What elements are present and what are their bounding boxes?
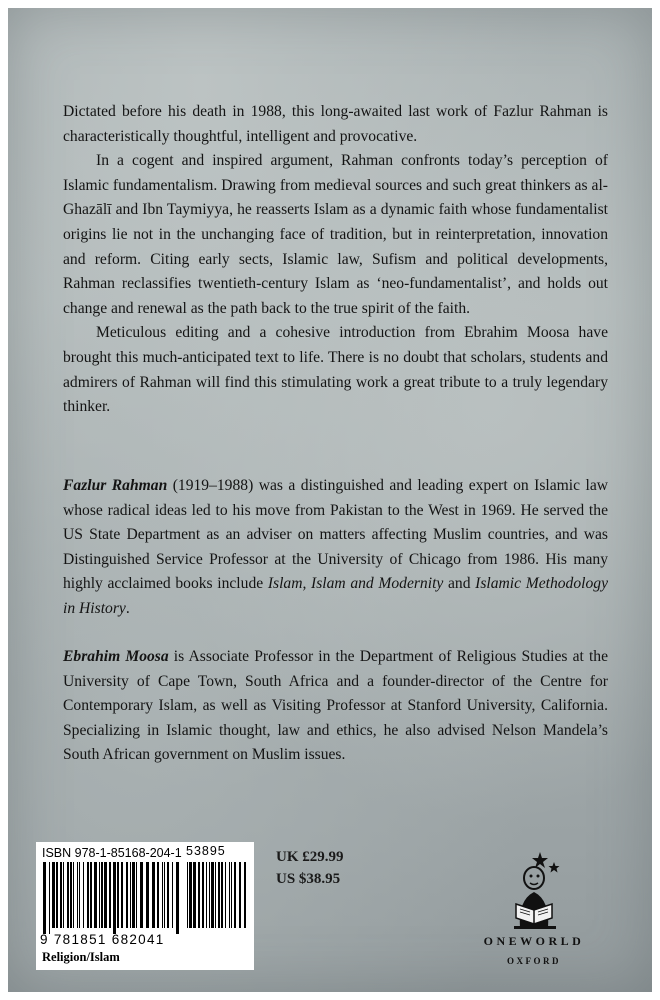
editor-name: Ebrahim Moosa (63, 648, 169, 665)
uk-price: UK £29.99 (276, 849, 344, 865)
barcode-bar (209, 862, 210, 928)
isbn-barcode (36, 842, 254, 970)
barcode-bar (90, 862, 92, 928)
barcode-bar (152, 862, 155, 928)
barcode-bar (189, 862, 192, 928)
barcode-bar (225, 862, 226, 928)
author-bio (63, 474, 608, 622)
barcode-bar (221, 862, 223, 928)
barcode-bar (211, 862, 214, 928)
barcode-bar (172, 862, 173, 928)
barcode-bar (244, 862, 246, 928)
barcode-bar (73, 862, 74, 928)
book-blurb (63, 100, 608, 420)
addon-bars (186, 862, 248, 934)
barcode-bar (109, 862, 111, 928)
reading-figure-icon (496, 848, 576, 930)
barcode-bar (130, 862, 131, 928)
barcode-bar (117, 862, 119, 928)
barcode-bar (43, 862, 46, 934)
barcode-bar (60, 862, 62, 928)
barcode-bar (136, 862, 137, 928)
barcode-bar (157, 862, 159, 928)
barcode-bar (198, 862, 200, 928)
barcode-bar (126, 862, 128, 928)
barcode-bar (104, 862, 107, 928)
barcode-bar (99, 862, 100, 928)
isbn-label: ISBN 978-1-85168-204-1 (42, 846, 182, 860)
author-book-title-last: Islamic Methodology in History (63, 575, 608, 617)
editor-bio (63, 645, 608, 768)
barcode-bar (87, 862, 89, 928)
author-bio-and: and (443, 575, 476, 593)
back-cover (8, 8, 652, 992)
publisher-name: ONEWORLD (483, 934, 585, 948)
editor-bio-text: is Associate Professor in the Department of Religious Studies at the University of Cape Town, South Africa and a founder-director of the Centre for Contemporary Islam, as well as Visiting Professor at Stanford University, California. Specializing in Islamic thought, law and ethics, he also advised Nelson Mandela’s South African government on Muslim issues. (63, 648, 609, 764)
prices (276, 846, 344, 890)
barcode-bar (187, 862, 188, 928)
barcode-bar (234, 862, 236, 928)
barcode-bar (162, 862, 163, 928)
blurb-paragraph-1: Dictated before his death in 1988, this long-awaited last work of Fazlur Rahman is characteristically thoughtful, intelligent and provocative. (63, 103, 608, 145)
barcode-bar (56, 862, 58, 928)
barcode-bar (231, 862, 232, 928)
author-bio-text: (1919–1988) was a distinguished and leading expert on Islamic law whose radical ideas led to his move from Pakistan to the West in 1969. He served the US State Department as an adviser on matters affecting Muslim countries, and was Distinguished Service Professor at the University of Chicago from 1986. His many highly acclaimed books include (63, 477, 608, 593)
barcode-bar (101, 862, 103, 928)
barcode-bar (83, 862, 84, 928)
us-price: US $38.95 (276, 871, 341, 887)
author-bio-end: . (125, 599, 130, 617)
barcode-bar (70, 862, 72, 928)
barcode-bar (164, 862, 165, 928)
barcode-bar (146, 862, 149, 928)
category-label: Religion/Islam (42, 950, 120, 964)
blurb-paragraph-3: Meticulous editing and a cohesive introduction from Ebrahim Moosa have brought this much-anticipated text to life. There is no doubt that scholars, students and admirers of Rahman will find this stimulating work a great tribute to a truly legendary thinker. (63, 324, 608, 416)
barcode-bar (121, 862, 123, 928)
barcode-bar (49, 862, 50, 934)
barcode-bar (67, 862, 69, 928)
barcode-bar (176, 862, 179, 934)
barcode-bar (218, 862, 220, 928)
barcode-bar (193, 862, 196, 928)
barcode-bar (202, 862, 204, 928)
barcode-bar (63, 862, 64, 928)
barcode-bar (167, 862, 169, 928)
author-book-titles: Islam, Islam and Modernity (267, 575, 444, 593)
barcode-bar (94, 862, 97, 928)
barcode-bar (229, 862, 230, 928)
barcode-bar (52, 862, 55, 928)
price-addon-number: 53895 (186, 844, 226, 858)
ean-bars (42, 862, 182, 934)
barcode-bar (77, 862, 78, 928)
publisher-city: OXFORD (507, 956, 561, 966)
barcode-bar (215, 862, 216, 928)
barcode-bar (132, 862, 135, 928)
barcode-bar (79, 862, 80, 928)
ean-digits: 9 781851 682041 (40, 932, 165, 947)
author-name: Fazlur Rahman (63, 477, 168, 494)
barcode-bar (206, 862, 207, 928)
blurb-paragraph-2: In a cogent and inspired argument, Rahman confronts today’s perception of Islamic fundamentalism. Drawing from medieval sources and such great thinkers as al-Ghazālī and Ibn Taymiyya, he reasserts Islam as a dynamic faith whose fundamentalist origins lie not in the unchanging face of tradition, but in reinterpretation, innovation and reform. Citing early sects, Islamic law, Sufism and political developments, Rahman reclassifies twentieth-century Islam as ‘neo-fundamentalist’, and holds out change and renewal as the path back to the true spirit of the faith. (63, 152, 608, 317)
barcode-bar (113, 862, 116, 934)
barcode-bar (239, 862, 241, 928)
barcode-bar (140, 862, 143, 928)
